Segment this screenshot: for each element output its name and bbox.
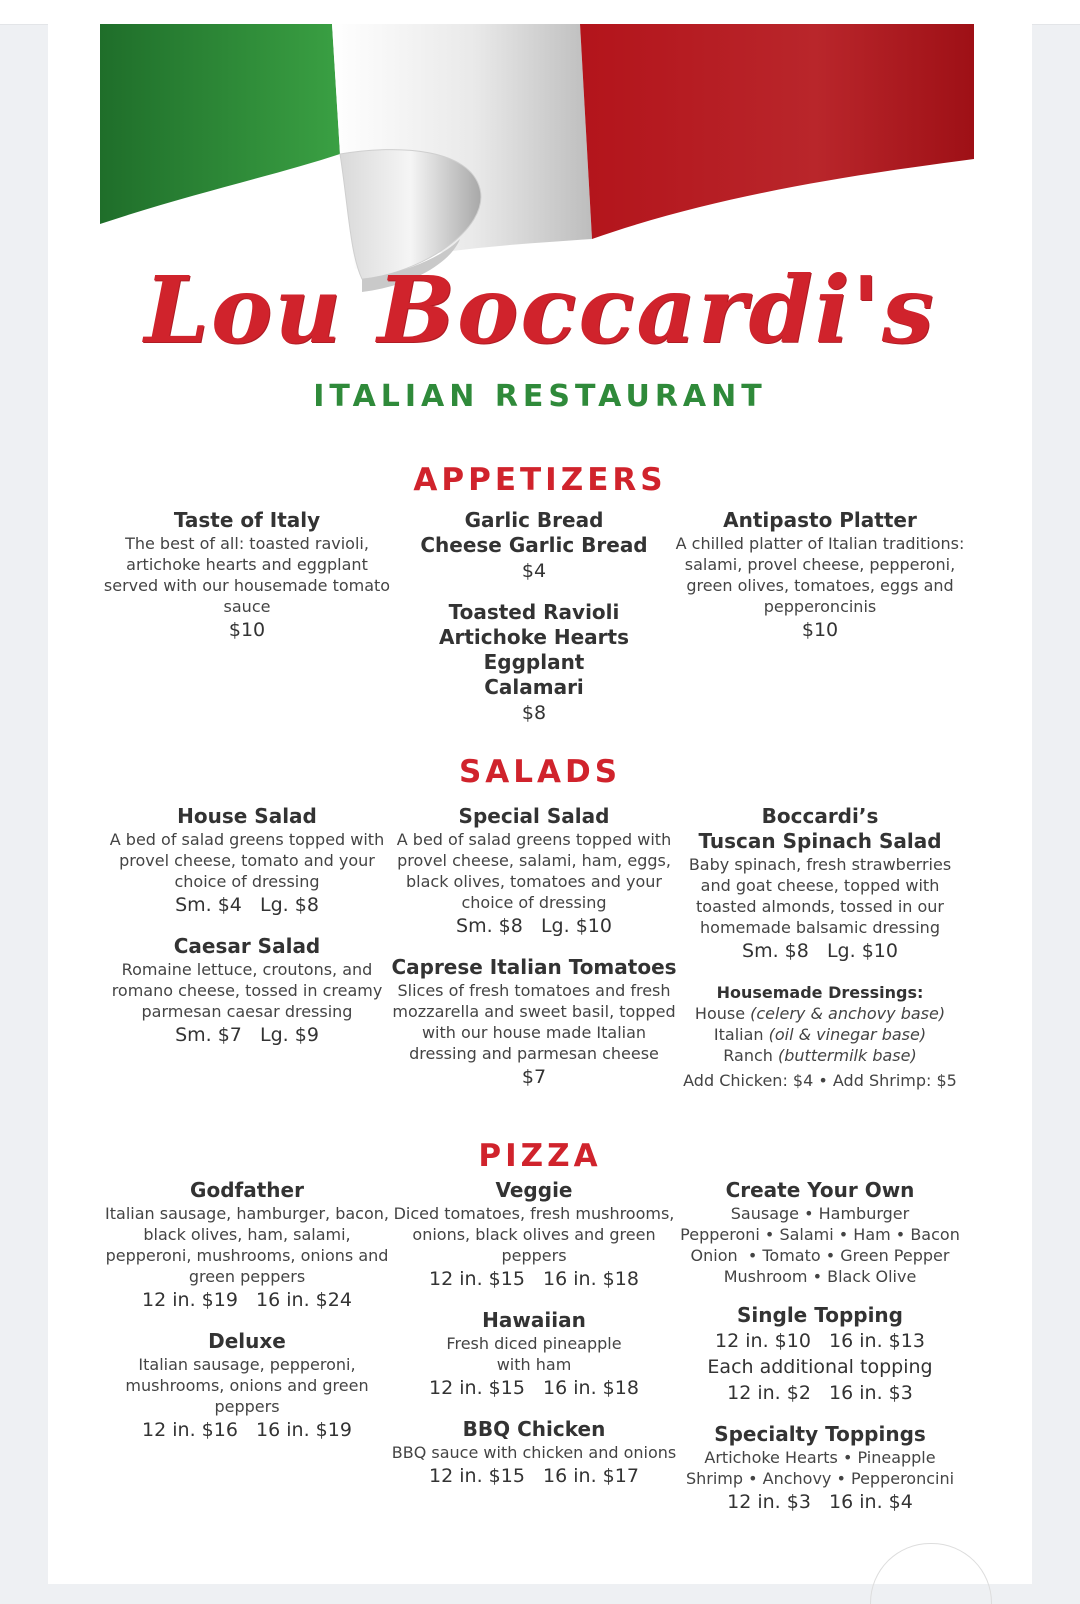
pizza-column-left	[102, 1178, 392, 1459]
item-description: The best of all: toasted ravioli, artichoke hearts and eggplant served with our housemade tomato sauce	[103, 534, 391, 616]
item-name: Caprese Italian Tomatoes	[391, 955, 677, 979]
salad-addons: Add Chicken: $4 • Add Shrimp: $5	[683, 1071, 957, 1090]
item-price: $10	[228, 619, 266, 641]
item-price: $8	[521, 702, 547, 724]
menu-item-create-your-own	[675, 1178, 965, 1287]
item-name: Single Topping	[737, 1303, 903, 1327]
item-description: Baby spinach, fresh strawberries and goat cheese, topped with toasted almonds, tossed in our homemade balsamic dressing	[688, 855, 952, 937]
item-price: Sm. $8 Lg. $10	[742, 940, 898, 962]
dressings-title: Housemade Dressings:	[716, 983, 924, 1002]
item-description: Slices of fresh tomatoes and fresh mozzarella and sweet basil, topped with our house made Italian dressing and parmesan cheese	[392, 981, 676, 1063]
item-price: $10	[801, 619, 839, 641]
item-price: $7	[521, 1066, 547, 1088]
salads-column-left	[102, 804, 392, 1064]
menu-item-caprese-tomatoes	[389, 955, 679, 1090]
item-price: $4	[521, 560, 547, 582]
item-name: Godfather	[190, 1178, 304, 1202]
menu-item-veggie	[389, 1178, 679, 1292]
additional-topping-label: Each additional topping	[707, 1356, 933, 1378]
item-name: Hawaiian	[482, 1308, 586, 1332]
item-price: Sm. $7 Lg. $9	[175, 1024, 319, 1046]
item-name: Caesar Salad	[173, 934, 321, 958]
item-description: BBQ sauce with chicken and onions	[391, 1443, 677, 1462]
pizza-column-right	[675, 1178, 965, 1531]
menu-item-deluxe	[102, 1329, 392, 1443]
menu-item-caesar-salad	[102, 934, 392, 1048]
item-price: Sm. $8 Lg. $10	[456, 915, 612, 937]
item-price: 12 in. $10 16 in. $13	[715, 1330, 925, 1352]
menu-item-house-salad	[102, 804, 392, 918]
item-price: 12 in. $15 16 in. $18	[429, 1268, 639, 1290]
item-description: Italian sausage, hamburger, bacon, black olives, ham, salami, pepperoni, mushrooms, onions and green peppers	[105, 1204, 389, 1286]
menu-item-tuscan-spinach-salad	[675, 804, 965, 964]
item-name: Antipasto Platter	[723, 508, 917, 532]
item-price: 12 in. $15 16 in. $18	[429, 1377, 639, 1399]
item-name: Special Salad	[458, 804, 610, 828]
item-description: A bed of salad greens topped with provel cheese, tomato and your choice of dressing	[109, 830, 385, 891]
item-name: Garlic Bread	[464, 508, 604, 532]
item-description: Fresh diced pineapple with ham	[446, 1334, 622, 1374]
status-bar	[0, 0, 1080, 25]
menu-item-godfather	[102, 1178, 392, 1313]
topping-line: Artichoke Hearts • Pineapple	[704, 1448, 936, 1467]
section-title-salads: SALADS	[458, 754, 622, 790]
item-price: 12 in. $3 16 in. $4	[727, 1491, 913, 1513]
topping-line: Mushroom • Black Olive	[723, 1267, 917, 1286]
item-description: A chilled platter of Italian traditions: salami, provel cheese, pepperoni, green olives, tomatoes, eggs and pepperoncinis	[675, 534, 965, 616]
item-price: 12 in. $15 16 in. $17	[429, 1465, 639, 1487]
topping-line: Sausage • Hamburger	[730, 1204, 910, 1223]
salads-column-right	[675, 804, 965, 1091]
menu-item-garlic-bread	[389, 508, 679, 726]
restaurant-tagline: ITALIAN RESTAURANT	[313, 379, 767, 414]
item-name: Create Your Own	[725, 1178, 915, 1202]
item-description: Diced tomatoes, fresh mushrooms, onions, black olives and green peppers	[393, 1204, 675, 1265]
dressing-italian: Italian (oil & vinegar base)	[713, 1025, 927, 1044]
item-name: Deluxe	[208, 1329, 286, 1353]
dressing-ranch: Ranch (buttermilk base)	[723, 1046, 917, 1065]
item-price: 12 in. $2 16 in. $3	[727, 1382, 913, 1404]
item-name: BBQ Chicken	[462, 1417, 606, 1441]
item-description: Romaine lettuce, croutons, and romano cheese, tossed in creamy parmesan caesar dressing	[111, 960, 383, 1021]
menu-item-specialty-toppings	[675, 1422, 965, 1515]
italian-flag-banner	[100, 24, 974, 294]
item-name: House Salad	[177, 804, 317, 828]
item-name: Cheese Garlic Bread	[420, 533, 648, 557]
item-name: Specialty Toppings	[714, 1422, 926, 1446]
item-price: Sm. $4 Lg. $8	[175, 894, 319, 916]
menu-item-taste-of-italy	[102, 508, 392, 643]
restaurant-name: Lou Boccardi's	[144, 256, 936, 364]
section-title-pizza: PIZZA	[478, 1138, 602, 1174]
topping-line: Pepperoni • Salami • Ham • Bacon	[680, 1225, 960, 1244]
menu-page	[48, 24, 1032, 1584]
item-price: 12 in. $16 16 in. $19	[142, 1419, 352, 1441]
dressing-house: House (celery & anchovy base)	[694, 1004, 946, 1023]
item-name: Boccardi’s	[761, 804, 879, 828]
pizza-column-middle	[389, 1178, 679, 1505]
item-description: A bed of salad greens topped with provel cheese, salami, ham, eggs, black olives, tomatoes and your choice of dressing	[396, 830, 672, 912]
salads-column-middle	[389, 804, 679, 1106]
menu-item-bbq-chicken	[389, 1417, 679, 1489]
menu-item-hawaiian	[389, 1308, 679, 1401]
section-title-appetizers: APPETIZERS	[413, 462, 667, 498]
item-name: Toasted Ravioli	[448, 600, 620, 624]
menu-item-single-topping	[675, 1303, 965, 1406]
item-name: Eggplant	[483, 650, 585, 674]
item-name: Tuscan Spinach Salad	[698, 829, 942, 853]
housemade-dressings	[675, 982, 965, 1091]
item-name: Veggie	[495, 1178, 573, 1202]
menu-item-special-salad	[389, 804, 679, 939]
item-name: Calamari	[484, 675, 584, 699]
item-price: 12 in. $19 16 in. $24	[142, 1289, 352, 1311]
topping-line: Onion • Tomato • Green Pepper	[690, 1246, 950, 1265]
menu-item-antipasto-platter	[675, 508, 965, 643]
topping-line: Shrimp • Anchovy • Pepperoncini	[685, 1469, 955, 1488]
item-description: Italian sausage, pepperoni, mushrooms, onions and green peppers	[125, 1355, 369, 1416]
item-name: Artichoke Hearts	[438, 625, 629, 649]
page-corner-decoration	[870, 1543, 992, 1604]
item-name: Taste of Italy	[173, 508, 321, 532]
